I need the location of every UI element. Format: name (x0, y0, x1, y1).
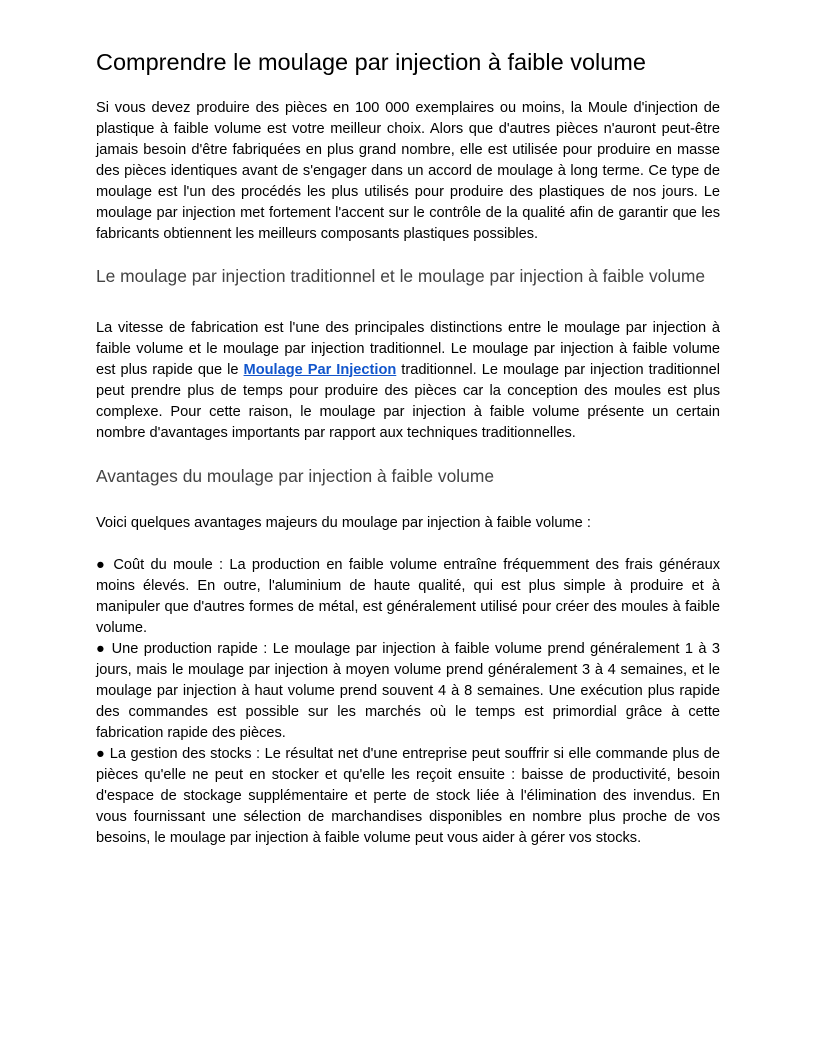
advantages-lead-paragraph: Voici quelques avantages majeurs du moulage par injection à faible volume : (96, 515, 591, 531)
bullet-item-rapid-production: ● Une production rapide : Le moulage par injection à faible volume prend généralement 1 à 3 jours, mais le moulage par injection à moyen volume prend généralement 3 à 4 semaines, et le moulage par injection à haut volume prend souvent 4 à 8 semaines. Une exécution plus rapide des commandes est possible sur les marchés où le temps est primordial grâce à cette fabrication rapide des pièces. (96, 641, 720, 741)
bullet-item-inventory-management: ● La gestion des stocks : Le résultat net d'une entreprise peut souffrir si elle commande plus de pièces qu'elle ne peut en stocker et qu'elle les reçoit ensuite : baisse de productivité, besoin d'espace de stockage supplémentaire et perte de stock liée à l'élimination des invendus. En vous fournissant une sélection de marchandises disponibles en nombre plus proche de vos besoins, le moulage par injection à faible volume peut vous aider à gérer vos stocks. (96, 746, 720, 846)
comparison-text-after-link: traditionnel. Le moulage par injection traditionnel peut prendre plus de temps pour produire des pièces car la conception des moules est plus complexe. Pour cette raison, le moulage par injection à faible volume présente un certain nombre d'avantages importants par rapport aux techniques traditionnelles. (96, 361, 720, 441)
section-heading-traditional-vs-low-volume: Le moulage par injection traditionnel et le moulage par injection à faible volume (96, 266, 706, 286)
section-heading-advantages: Avantages du moulage par injection à faible volume (96, 465, 494, 486)
comparison-paragraph (96, 318, 720, 444)
comparison-text-before-link: La vitesse de fabrication est l'une des principales distinctions entre le moulage par injection à faible volume et le moulage par injection traditionnel. Le moulage par injection à faible volume est plus rapide que le (96, 319, 720, 378)
moulage-par-injection-link[interactable]: Moulage Par Injection (243, 361, 397, 378)
page-title: Comprendre le moulage par injection à faible volume (96, 49, 646, 75)
bullet-item-mold-cost: ● Coût du moule : La production en faible volume entraîne fréquemment des frais généraux moins élevés. En outre, l'aluminium de haute qualité, qui est plus simple à produire et à manipuler que d'autres formes de métal, est généralement utilisé pour créer des moules à faible volume. (96, 557, 720, 636)
document-page (96, 46, 720, 849)
intro-paragraph: Si vous devez produire des pièces en 100 000 exemplaires ou moins, la Moule d'injection de plastique à faible volume est votre meilleur choix. Alors que d'autres pièces n'auront peut-être jamais besoin d'être fabriquées en plus grand nombre, elle est utilisée pour produire en masse des pièces identiques avant de s'engager dans un accord de moulage à long terme. Ce type de moulage est l'un des procédés les plus utilisés pour produire des plastiques de nos jours. Le moulage par injection met fortement l'accent sur le contrôle de la qualité afin de garantir que les fabricants obtiennent les meilleurs composants plastiques possibles. (96, 100, 720, 242)
